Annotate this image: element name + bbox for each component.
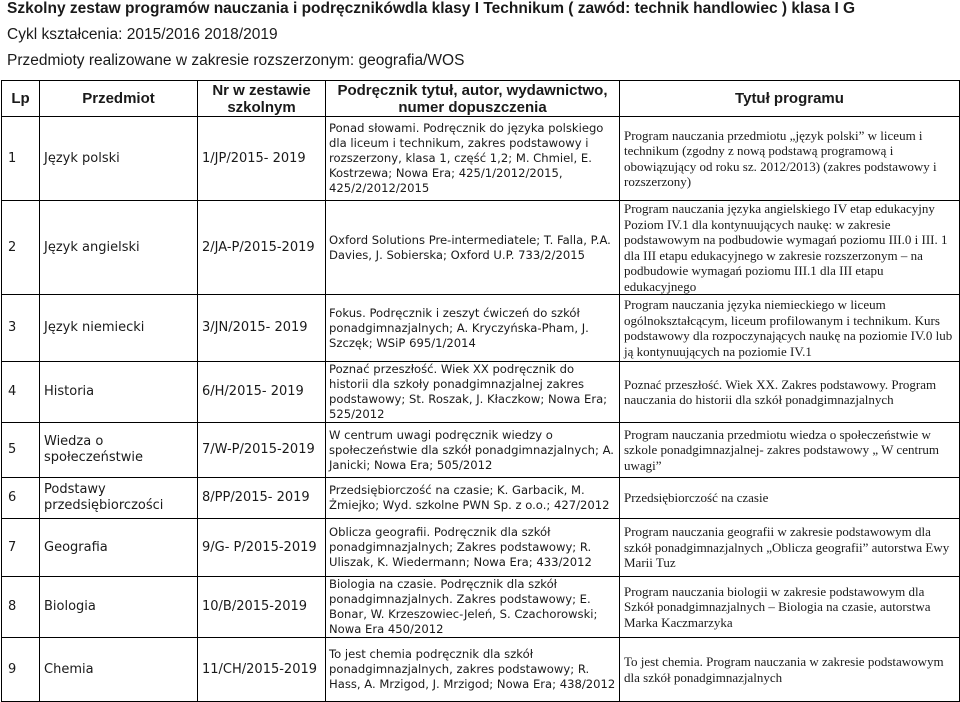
row-nr: 2/JA-P/2015-2019 bbox=[198, 201, 326, 295]
row-textbook bbox=[326, 295, 620, 362]
row-lp: 2 bbox=[2, 201, 40, 295]
row-textbook bbox=[326, 362, 620, 423]
table-header-row bbox=[2, 81, 960, 117]
textbook-text: Fokus. Podręcznik i zeszyt ćwiczeń do szkół ponadgimnazjalnych; A. Kryczyńska-Pham, J. Szczęk; WSiP 695/1/2014 bbox=[329, 305, 589, 350]
row-subject: Wiedza o społeczeństwie bbox=[40, 423, 198, 478]
table-row bbox=[2, 201, 960, 295]
textbook-text: W centrum uwagi podręcznik wiedzy o społeczeństwie dla szkół ponadgimnazjalnych; A. Janicki; Nowa Era; 505/2012 bbox=[329, 427, 614, 472]
row-nr: 9/G- P/2015-2019 bbox=[198, 519, 326, 577]
row-program bbox=[620, 201, 960, 295]
table-row bbox=[2, 362, 960, 423]
row-nr: 11/CH/2015-2019 bbox=[198, 638, 326, 702]
row-nr: 10/B/2015-2019 bbox=[198, 577, 326, 638]
row-program bbox=[620, 423, 960, 478]
cycle-line: Cykl kształcenia: 2015/2016 2018/2019 bbox=[7, 26, 278, 43]
row-subject: Język niemiecki bbox=[40, 295, 198, 362]
table-row bbox=[2, 519, 960, 577]
textbook-text: Ponad słowami. Podręcznik do języka polskiego dla liceum i technikum, zakres podstawowy i rozszerzony, klasa 1, część 1,2; M. Chmiel, E. Kostrzewa; Nowa Era; 425/1/2012/2015, 425/2/2012/2015 bbox=[329, 121, 604, 195]
textbook-text: Przedsiębiorczość na czasie; K. Garbacik, M. Żmiejko; Wyd. szkolne PWN Sp. z o.o.; 427/2012 bbox=[329, 483, 610, 512]
row-subject: Chemia bbox=[40, 638, 198, 702]
row-textbook bbox=[326, 117, 620, 201]
row-subject: Język angielski bbox=[40, 201, 198, 295]
row-textbook bbox=[326, 577, 620, 638]
row-program bbox=[620, 638, 960, 702]
program-text: Program nauczania przedmiotu „język polski” w liceum i technikum (zgodny z nową podstawą programową i obowiązujący od roku sz. 2012/2013) (zakres podstawowy i rozszerzony) bbox=[624, 127, 937, 189]
row-nr: 1/JP/2015- 2019 bbox=[198, 117, 326, 201]
program-text: Program nauczania biologii w zakresie podstawowym dla Szkół ponadgimnazjalnych – Biologia na czasie, autorstwa Marka Kaczmarzyka bbox=[624, 583, 931, 630]
textbook-text: To jest chemia podręcznik dla szkół ponadgimnazjalnych, zakres podstawowy; R. Hass, A. Mrzigod, J. Mrzigod; Nowa Era; 438/2012 bbox=[329, 647, 616, 691]
row-subject: Historia bbox=[40, 362, 198, 423]
row-program bbox=[620, 577, 960, 638]
extended-subjects-line: Przedmioty realizowane w zakresie rozszerzonym: geografia/WOS bbox=[7, 52, 465, 69]
row-subject: Język polski bbox=[40, 117, 198, 201]
table-row bbox=[2, 117, 960, 201]
table-row bbox=[2, 295, 960, 362]
row-lp: 5 bbox=[2, 423, 40, 478]
curriculum-table bbox=[1, 80, 960, 702]
row-program bbox=[620, 478, 960, 519]
row-subject: Biologia bbox=[40, 577, 198, 638]
program-text: Program nauczania języka niemieckiego w liceum ogólnokształcącym, liceum profilowanym i technikum. Kurs podstawowy dla rozpoczynających naukę na poziomie IV.0 lub ją kontynuujących na poziomie IV.1 bbox=[624, 297, 953, 359]
column-header-nr: Nr w zestawie szkolnym bbox=[198, 81, 326, 117]
row-program bbox=[620, 117, 960, 201]
table-row bbox=[2, 478, 960, 519]
row-lp: 3 bbox=[2, 295, 40, 362]
row-textbook bbox=[326, 423, 620, 478]
row-subject: Podstawy przedsiębiorczości bbox=[40, 478, 198, 519]
row-nr: 6/H/2015- 2019 bbox=[198, 362, 326, 423]
row-lp: 4 bbox=[2, 362, 40, 423]
row-lp: 6 bbox=[2, 478, 40, 519]
row-nr: 8/PP/2015- 2019 bbox=[198, 478, 326, 519]
row-subject: Geografia bbox=[40, 519, 198, 577]
program-text: Program nauczania przedmiotu wiedza o społeczeństwie w szkole ponadgimnazjalnej- zakres podstawowy „ W centrum uwagi” bbox=[624, 426, 940, 473]
program-text: Program nauczania geografii w zakresie podstawowym dla szkół ponadgimnazjalnych „Oblicza geografii” autorstwa Ewy Marii Tuz bbox=[624, 524, 950, 571]
row-program bbox=[620, 362, 960, 423]
column-header-book: Podręcznik tytuł, autor, wydawnictwo, numer dopuszczenia bbox=[326, 81, 620, 117]
row-textbook bbox=[326, 201, 620, 295]
row-nr: 7/W-P/2015-2019 bbox=[198, 423, 326, 478]
program-text: To jest chemia. Program nauczania w zakresie podstawowym dla szkół ponadgimnazjalnych bbox=[624, 654, 944, 685]
program-text: Poznać przeszłość. Wiek XX. Zakres podstawowy. Program nauczania do historii dla szkół ponadgimnazjalnych bbox=[624, 376, 937, 407]
textbook-text: Biologia na czasie. Podręcznik dla szkół ponadgimnazjalnych. Zakres podstawowy; E. Bonar, W. Krzeszowiec-Jeleń, S. Czachorowski; Nowa Era 450/2012 bbox=[329, 577, 598, 636]
row-program bbox=[620, 295, 960, 362]
column-header-program: Tytuł programu bbox=[620, 81, 960, 117]
row-textbook bbox=[326, 519, 620, 577]
row-lp: 7 bbox=[2, 519, 40, 577]
program-text: Program nauczania języka angielskiego IV etap edukacyjny Poziom IV.1 dla kontynuujących naukę: w zakresie podstawowym na podbudowie wymagań poziomu III.0 i III. 1 dla III etapu edukacyjnego w zakresie rozszerzonym – na podbudowie wymagań poziomu III.1 dla III etapu edukacyjnego bbox=[624, 201, 948, 294]
row-nr: 3/JN/2015- 2019 bbox=[198, 295, 326, 362]
row-lp: 9 bbox=[2, 638, 40, 702]
row-lp: 8 bbox=[2, 577, 40, 638]
textbook-text: Poznać przeszłość. Wiek XX podręcznik do historii dla szkoły ponadgimnazjalnej zakres podstawowy; St. Roszak, J. Kłaczkow; Nowa Era; 525/2012 bbox=[329, 362, 608, 421]
table-row bbox=[2, 577, 960, 638]
column-header-lp: Lp bbox=[2, 81, 40, 117]
column-header-subject: Przedmiot bbox=[40, 81, 198, 117]
document-title: Szkolny zestaw programów nauczania i podręcznikówdla klasy I Technikum ( zawód: technik handlowiec ) klasa I G bbox=[7, 0, 856, 17]
textbook-text: Oblicza geografii. Podręcznik dla szkół ponadgimnazjalnych; Zakres podstawowy; R. Uliszak, K. Wiedermann; Nowa Era; 433/2012 bbox=[329, 525, 592, 569]
table-row bbox=[2, 423, 960, 478]
program-text: Przedsiębiorczość na czasie bbox=[624, 490, 769, 506]
row-program bbox=[620, 519, 960, 577]
textbook-text: Oxford Solutions Pre-intermediatele; T. Falla, P.A. Davies, J. Sobierska; Oxford U.P. 733/2/2015 bbox=[329, 232, 611, 262]
table-row bbox=[2, 638, 960, 702]
row-textbook bbox=[326, 638, 620, 702]
row-lp: 1 bbox=[2, 117, 40, 201]
row-textbook bbox=[326, 478, 620, 519]
